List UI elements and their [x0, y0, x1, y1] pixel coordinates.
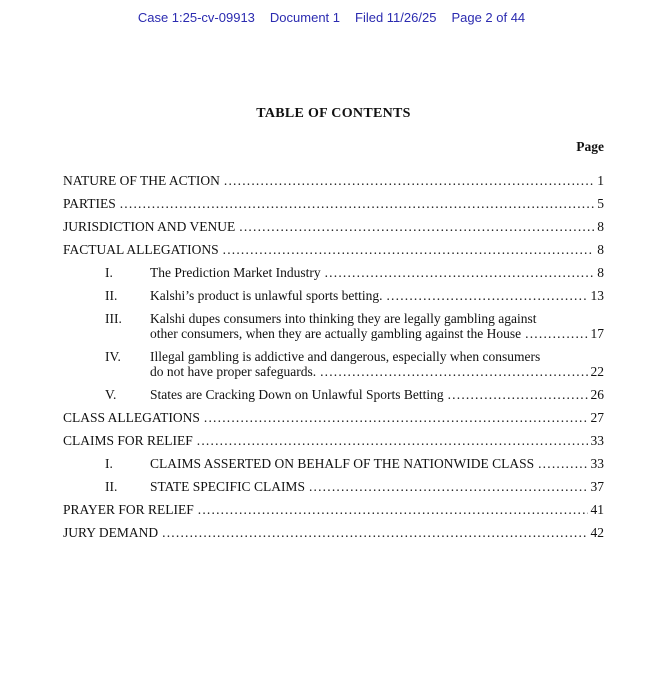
- toc-entry-page: 22: [590, 364, 604, 379]
- toc-entry-page: 17: [590, 326, 604, 341]
- toc-entry-line2-row: [150, 326, 604, 341]
- toc-entry-label: FACTUAL ALLEGATIONS: [63, 242, 219, 257]
- toc-entry-label: STATE SPECIFIC CLAIMS: [150, 479, 305, 494]
- dot-leader: [538, 456, 587, 471]
- toc-entry-page: 5: [597, 196, 604, 211]
- toc-entry-text-block: [150, 311, 604, 341]
- toc-content: [63, 106, 604, 540]
- toc-entry: [63, 502, 604, 517]
- toc-entry-page: 33: [590, 433, 604, 448]
- toc-entry-page: 26: [590, 387, 604, 402]
- dot-leader: [320, 364, 587, 379]
- stamp-page-number: Page 2 of 44: [451, 10, 526, 25]
- toc-entry-label: PARTIES: [63, 196, 116, 211]
- dot-leader: [325, 265, 595, 280]
- toc-entry-numeral: II.: [105, 288, 118, 303]
- toc-entry-line2-row: [150, 364, 604, 379]
- toc-entry-page: 8: [597, 265, 604, 280]
- toc-entry: [63, 433, 604, 448]
- toc-entry-numeral: V.: [105, 387, 117, 402]
- toc-entry-page: 41: [590, 502, 604, 517]
- toc-entry: [63, 349, 604, 379]
- toc-entry-numeral: IV.: [105, 349, 121, 364]
- toc-entry-page: 42: [590, 525, 604, 540]
- toc-entry-label-line1: Illegal gambling is addictive and dangerous, especially when consumers: [150, 349, 541, 364]
- toc-entry: [63, 387, 604, 402]
- stamp-case-number: Case 1:25-cv-09913: [137, 10, 255, 25]
- dot-leader: [197, 433, 588, 448]
- toc-entry: [63, 242, 604, 257]
- dot-leader: [309, 479, 588, 494]
- dot-leader: [204, 410, 588, 425]
- page-column-header: Page: [576, 139, 604, 154]
- toc-entry-numeral: III.: [105, 311, 122, 326]
- dot-leader: [162, 525, 587, 540]
- toc-entry: [63, 288, 604, 303]
- toc-entry-label: JURY DEMAND: [63, 525, 159, 540]
- stamp-filed-date: Filed 11/26/25: [355, 10, 437, 25]
- toc-entry: [63, 265, 604, 280]
- toc-entry: [63, 456, 604, 471]
- toc-entry-label: CLASS ALLEGATIONS: [63, 410, 200, 425]
- dot-leader: [448, 387, 588, 402]
- toc-entry-label: CLAIMS FOR RELIEF: [63, 433, 193, 448]
- toc-entry-label-line2: other consumers, when they are actually gambling against the House: [150, 326, 522, 341]
- dot-leader: [525, 326, 587, 341]
- toc-entry: [63, 219, 604, 234]
- toc-entry: [63, 479, 604, 494]
- toc-entry-label: States are Cracking Down on Unlawful Sports Betting: [150, 387, 444, 402]
- toc-entry-label: JURISDICTION AND VENUE: [63, 219, 236, 234]
- dot-leader: [386, 288, 587, 303]
- dot-leader: [223, 242, 595, 257]
- toc-entry-page: 1: [597, 173, 604, 188]
- toc-entry-page: 33: [590, 456, 604, 471]
- page-title: TABLE OF CONTENTS: [256, 106, 411, 121]
- toc-entry-label: PRAYER FOR RELIEF: [63, 502, 194, 517]
- toc-entry: [63, 525, 604, 540]
- toc-entry-numeral: I.: [105, 265, 113, 280]
- toc-entry-numeral: II.: [105, 479, 118, 494]
- toc-entry-label: Kalshi’s product is unlawful sports betting.: [150, 288, 383, 303]
- toc-entry-page: 8: [597, 242, 604, 257]
- dot-leader: [224, 173, 594, 188]
- toc-entry: [63, 410, 604, 425]
- dot-leader: [198, 502, 588, 517]
- toc-entry-label: NATURE OF THE ACTION: [63, 173, 220, 188]
- toc-entry-text-block: [150, 349, 604, 379]
- toc-entry-label: The Prediction Market Industry: [150, 265, 321, 280]
- toc-entry: [63, 173, 604, 188]
- toc-entry-label-line1: Kalshi dupes consumers into thinking they are legally gambling against: [150, 311, 537, 326]
- case-stamp-header: [0, 0, 663, 25]
- table-of-contents: [63, 173, 604, 540]
- toc-entry-page: 8: [597, 219, 604, 234]
- toc-entry-page: 37: [590, 479, 604, 494]
- toc-entry-label: CLAIMS ASSERTED ON BEHALF OF THE NATIONWIDE CLASS: [150, 456, 535, 471]
- toc-entry-page: 13: [590, 288, 604, 303]
- toc-entry: [63, 311, 604, 341]
- stamp-document-number: Document 1: [269, 10, 340, 25]
- toc-entry: [63, 196, 604, 211]
- dot-leader: [239, 219, 594, 234]
- toc-entry-label-line2: do not have proper safeguards.: [150, 364, 317, 379]
- toc-entry-page: 27: [590, 410, 604, 425]
- toc-entry-numeral: I.: [105, 456, 113, 471]
- dot-leader: [120, 196, 595, 211]
